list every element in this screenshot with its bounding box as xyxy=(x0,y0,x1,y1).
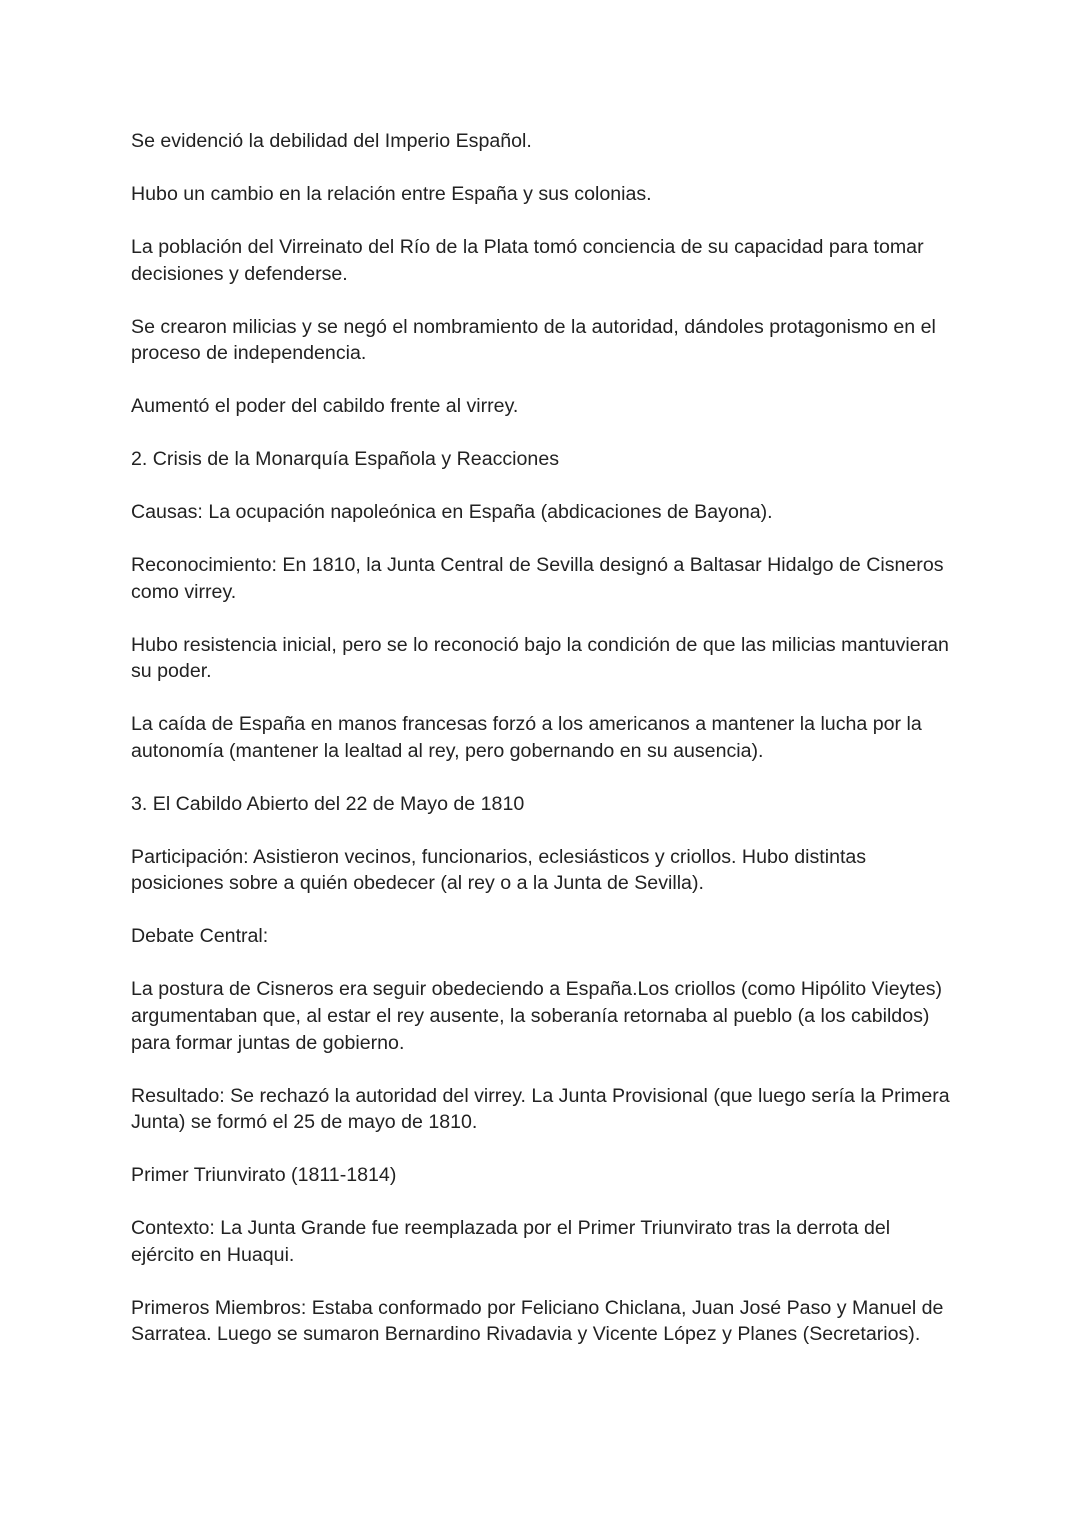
paragraph-imperio-debilidad: Se evidenció la debilidad del Imperio Español. xyxy=(131,130,532,152)
section-heading-cabildo-abierto: 3. El Cabildo Abierto del 22 de Mayo de 1810 xyxy=(131,792,525,815)
paragraph-reconocimiento: Reconocimiento: En 1810, la Junta Central de Sevilla designó a Baltasar Hidalgo de Cisneros como virrey. xyxy=(131,554,944,603)
section-heading-primer-triunvirato: Primer Triunvirato (1811-1814) xyxy=(131,1164,397,1187)
paragraph-milicias: Se crearon milicias y se negó el nombramiento de la autoridad, dándoles protagonismo en el proceso de independencia. xyxy=(131,315,936,365)
paragraph-caida-espana: La caída de España en manos francesas forzó a los americanos a mantener la lucha por la autonomía (mantener la lealtad al rey, pero gobernando en su ausencia). xyxy=(131,713,922,762)
paragraph-conciencia-poblacion: La población del Virreinato del Río de la Plata tomó conciencia de su capacidad para tomar decisiones y defenderse. xyxy=(131,235,924,285)
paragraph-causas: Causas: La ocupación napoleónica en España (abdicaciones de Bayona). xyxy=(131,501,773,524)
paragraph-primeros-miembros: Primeros Miembros: Estaba conformado por Feliciano Chiclana, Juan José Paso y Manuel de Sarratea. Luego se sumaron Bernardino Rivadavia y Vicente López y Planes (Secretarios). xyxy=(131,1296,944,1346)
section-heading-crisis-monarquia: 2. Crisis de la Monarquía Española y Reacciones xyxy=(131,448,560,471)
paragraph-cambio-relacion: Hubo un cambio en la relación entre España y sus colonias. xyxy=(131,182,652,205)
paragraph-contexto: Contexto: La Junta Grande fue reemplazada por el Primer Triunvirato tras la derrota del ejército en Huaqui. xyxy=(131,1217,891,1266)
paragraph-resistencia: Hubo resistencia inicial, pero se lo reconoció bajo la condición de que las milicias mantuvieran su poder. xyxy=(131,633,949,683)
document-body xyxy=(131,128,951,1374)
paragraph-participacion: Participación: Asistieron vecinos, funcionarios, eclesiásticos y criollos. Hubo distintas posiciones sobre a quién obedecer (al rey o a la Junta de Sevilla). xyxy=(131,845,867,895)
paragraph-resultado: Resultado: Se rechazó la autoridad del virrey. La Junta Provisional (que luego sería la Primera Junta) se formó el 25 de mayo de 1810. xyxy=(131,1084,950,1134)
paragraph-poder-cabildo: Aumentó el poder del cabildo frente al virrey. xyxy=(131,395,519,418)
paragraph-postura-cisneros: La postura de Cisneros era seguir obedeciendo a España.Los criollos (como Hipólito Vieytes) argumentaban que, al estar el rey ausente, la soberanía retornaba al pueblo (a los cabildos) para formar juntas de gobierno. xyxy=(131,978,943,1054)
paragraph-debate-central: Debate Central: xyxy=(131,925,269,948)
